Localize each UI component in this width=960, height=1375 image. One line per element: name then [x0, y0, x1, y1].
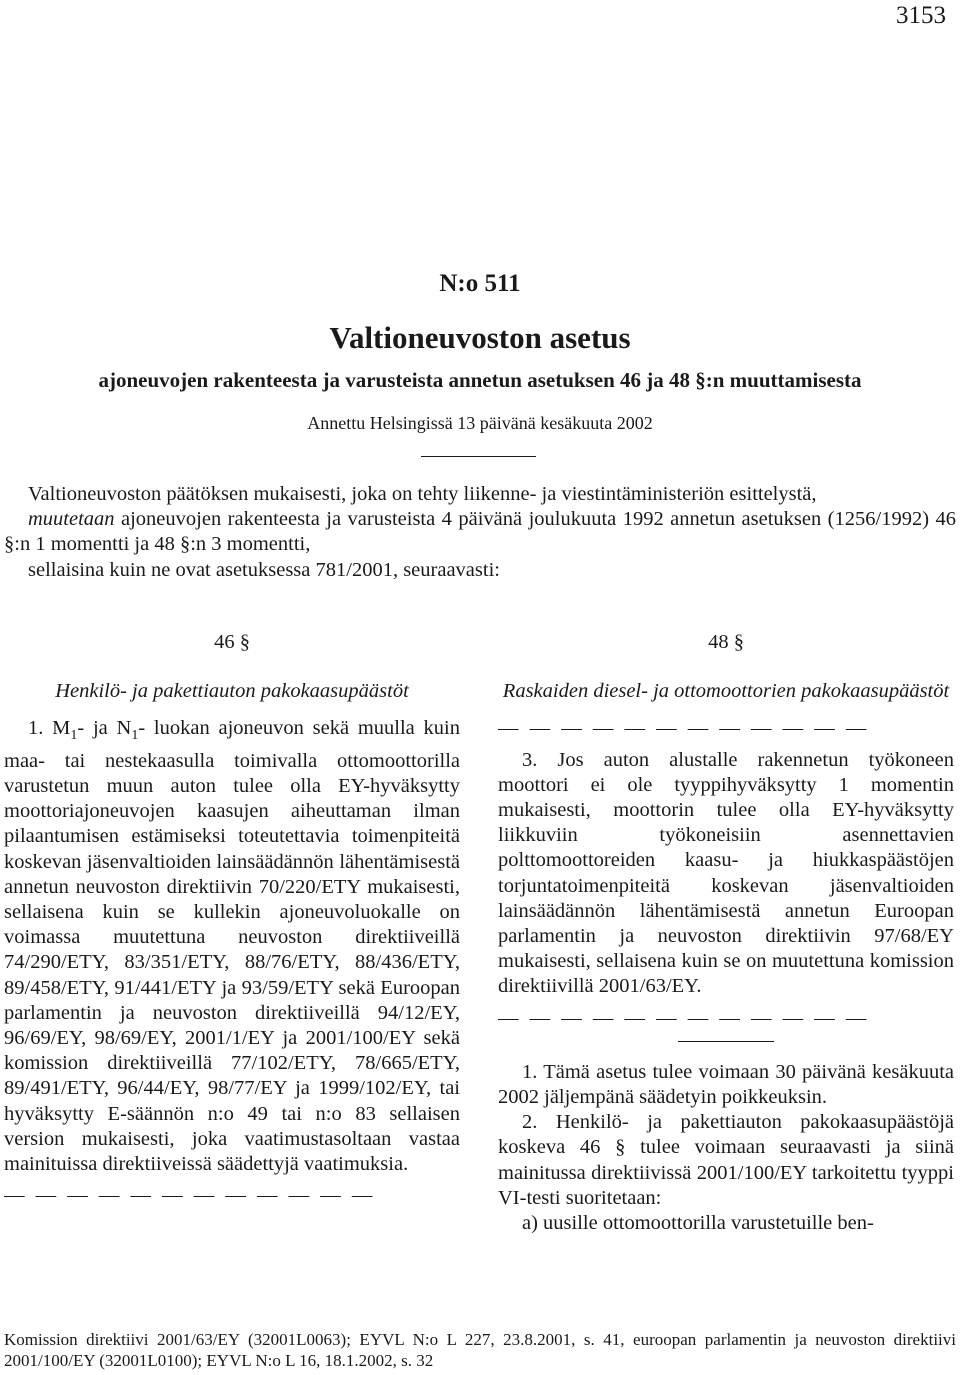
title-divider [421, 456, 536, 457]
section-48-heading: 48 § [708, 631, 744, 653]
statute-number: N:o 511 [439, 270, 521, 297]
footnote: Komission direktiivi 2001/63/EY (32001L0063); EYVL N:o L 227, 23.8.2001, s. 41, euroopan parlamentin ja neuvoston direktiivi 2001/100/EY (32001L0100); EYVL N:o L 16, 18.1.2002, s. 32 [4, 1330, 956, 1370]
section-46-paragraph [4, 716, 460, 1177]
preamble-line-1: Valtioneuvoston päätöksen mukaisesti, joka on tehty liikenne- ja viestintäministeriön esittelystä, [28, 483, 817, 505]
page-title: Valtioneuvoston asetus [329, 320, 631, 355]
section-48-title: Raskaiden diesel- ja ottomoottorien pakokaasupäästöt [502, 680, 950, 703]
right-column [498, 630, 954, 1236]
omission-dashes-top: — — — — — — — — — — — — [498, 717, 870, 740]
subscript-1: 1 [70, 728, 78, 744]
section-46-title: Henkilö- ja pakettiauton pakokaasupäästöt [55, 680, 409, 703]
given-date: Annettu Helsingissä 13 päivänä kesäkuuta 2002 [307, 413, 653, 433]
omission-dashes: — — — — — — — — — — — — [4, 1184, 376, 1207]
preamble-line-2 [4, 507, 956, 557]
preamble-verb: muutetaan [28, 508, 115, 531]
omission-dashes-bottom: — — — — — — — — — — — — [498, 1006, 870, 1029]
entry-into-force-2: 2. Henkilö- ja pakettiauton pakokaasupäästöjä koskeva 46 § tulee voimaan seuraavasti ja siinä mainitussa direktiivissä 2001/100/EY tarkoitettu tyyppi VI-testi suoritetaan: [498, 1111, 954, 1209]
subscript-2: 1 [131, 728, 139, 744]
preamble-line-3: sellaisina kuin ne ovat asetuksessa 781/2001, seuraavasti: [28, 558, 500, 581]
statute-subtitle: ajoneuvojen rakenteesta ja varusteista annetun asetuksen 46 ja 48 §:n muuttamisesta [98, 368, 862, 392]
section-48-paragraph-3: 3. Jos auton alustalle rakennetun työkoneen moottori ei ole tyyppihyväksytty 1 momentin mukaisesti, moottorin tulee olla EY-hyväksytty liikkuviin työkoneisiin asennettavien polttomoottoreiden kaasu- ja hiukkaspäästöjen torjuntatoimenpiteitä koskevan jäsenvaltioiden lainsäädännön lähentämisestä annetun Euroopan parlamentin ja neuvoston direktiivin 97/68/EY mukaisesti, sellaisena kuin se on muutettuna komission direktiivillä 2001/63/EY. [498, 748, 954, 998]
page-number: 3153 [896, 2, 946, 29]
preamble [4, 482, 956, 583]
para-rest: - luokan ajoneuvon sekä muulla kuin maa- tai nestekaasulla toimivalla ottomoottorilla varustetun muun auton tulee olla EY-hyväksytty moottoriajoneuvojen kaasujen aiheuttaman ilman pilaantumisen estämiseksi toteutettavia toimenpiteitä koskevan jäsenvaltioiden lainsäädännön lähentämisestä annetun neuvoston direktiivin 70/220/ETY mukaisesti, sellaisena kuin se kullekin ajoneuvoluokalle on voimassa muutettuna neuvoston direktiiveillä 74/290/ETY, 83/351/ETY, 88/76/ETY, 88/436/ETY, 89/458/ETY, 91/441/ETY ja 93/59/ETY sekä Euroopan parlamentin ja neuvoston direktiiveillä 94/12/EY, 96/69/EY, 98/69/EY, 2001/1/EY ja 2001/100/EY sekä komission direktiiveillä 77/102/ETY, 78/665/ETY, 89/491/ETY, 96/44/EY, 98/77/EY ja 1999/102/EY, tai hyväksytty E-säännön n:o 49 tai n:o 83 sellaisen version mukaisesti, joka vaatimustasoltaan vastaa mainituissa direktiiveissä säädettyjä vaatimuksia. [4, 717, 460, 1175]
para-start: 1. M [28, 717, 71, 740]
section-46-heading: 46 § [214, 631, 250, 653]
entry-into-force-a: a) uusille ottomoottorilla varustetuille ben- [522, 1212, 874, 1235]
para-mid: - ja N [77, 717, 132, 740]
entry-into-force-1: 1. Tämä asetus tulee voimaan 30 päivänä kesäkuuta 2002 jäljempänä säädetyin poikkeuksin. [498, 1060, 954, 1109]
left-column [4, 630, 460, 1214]
preamble-amendment: ajoneuvojen rakenteesta ja varusteista 4 päivänä joulukuuta 1992 annetun asetuksen (1256/1992) 46 §:n 1 momentti ja 48 §:n 3 momentti, [4, 508, 956, 556]
section-divider [678, 1041, 774, 1042]
